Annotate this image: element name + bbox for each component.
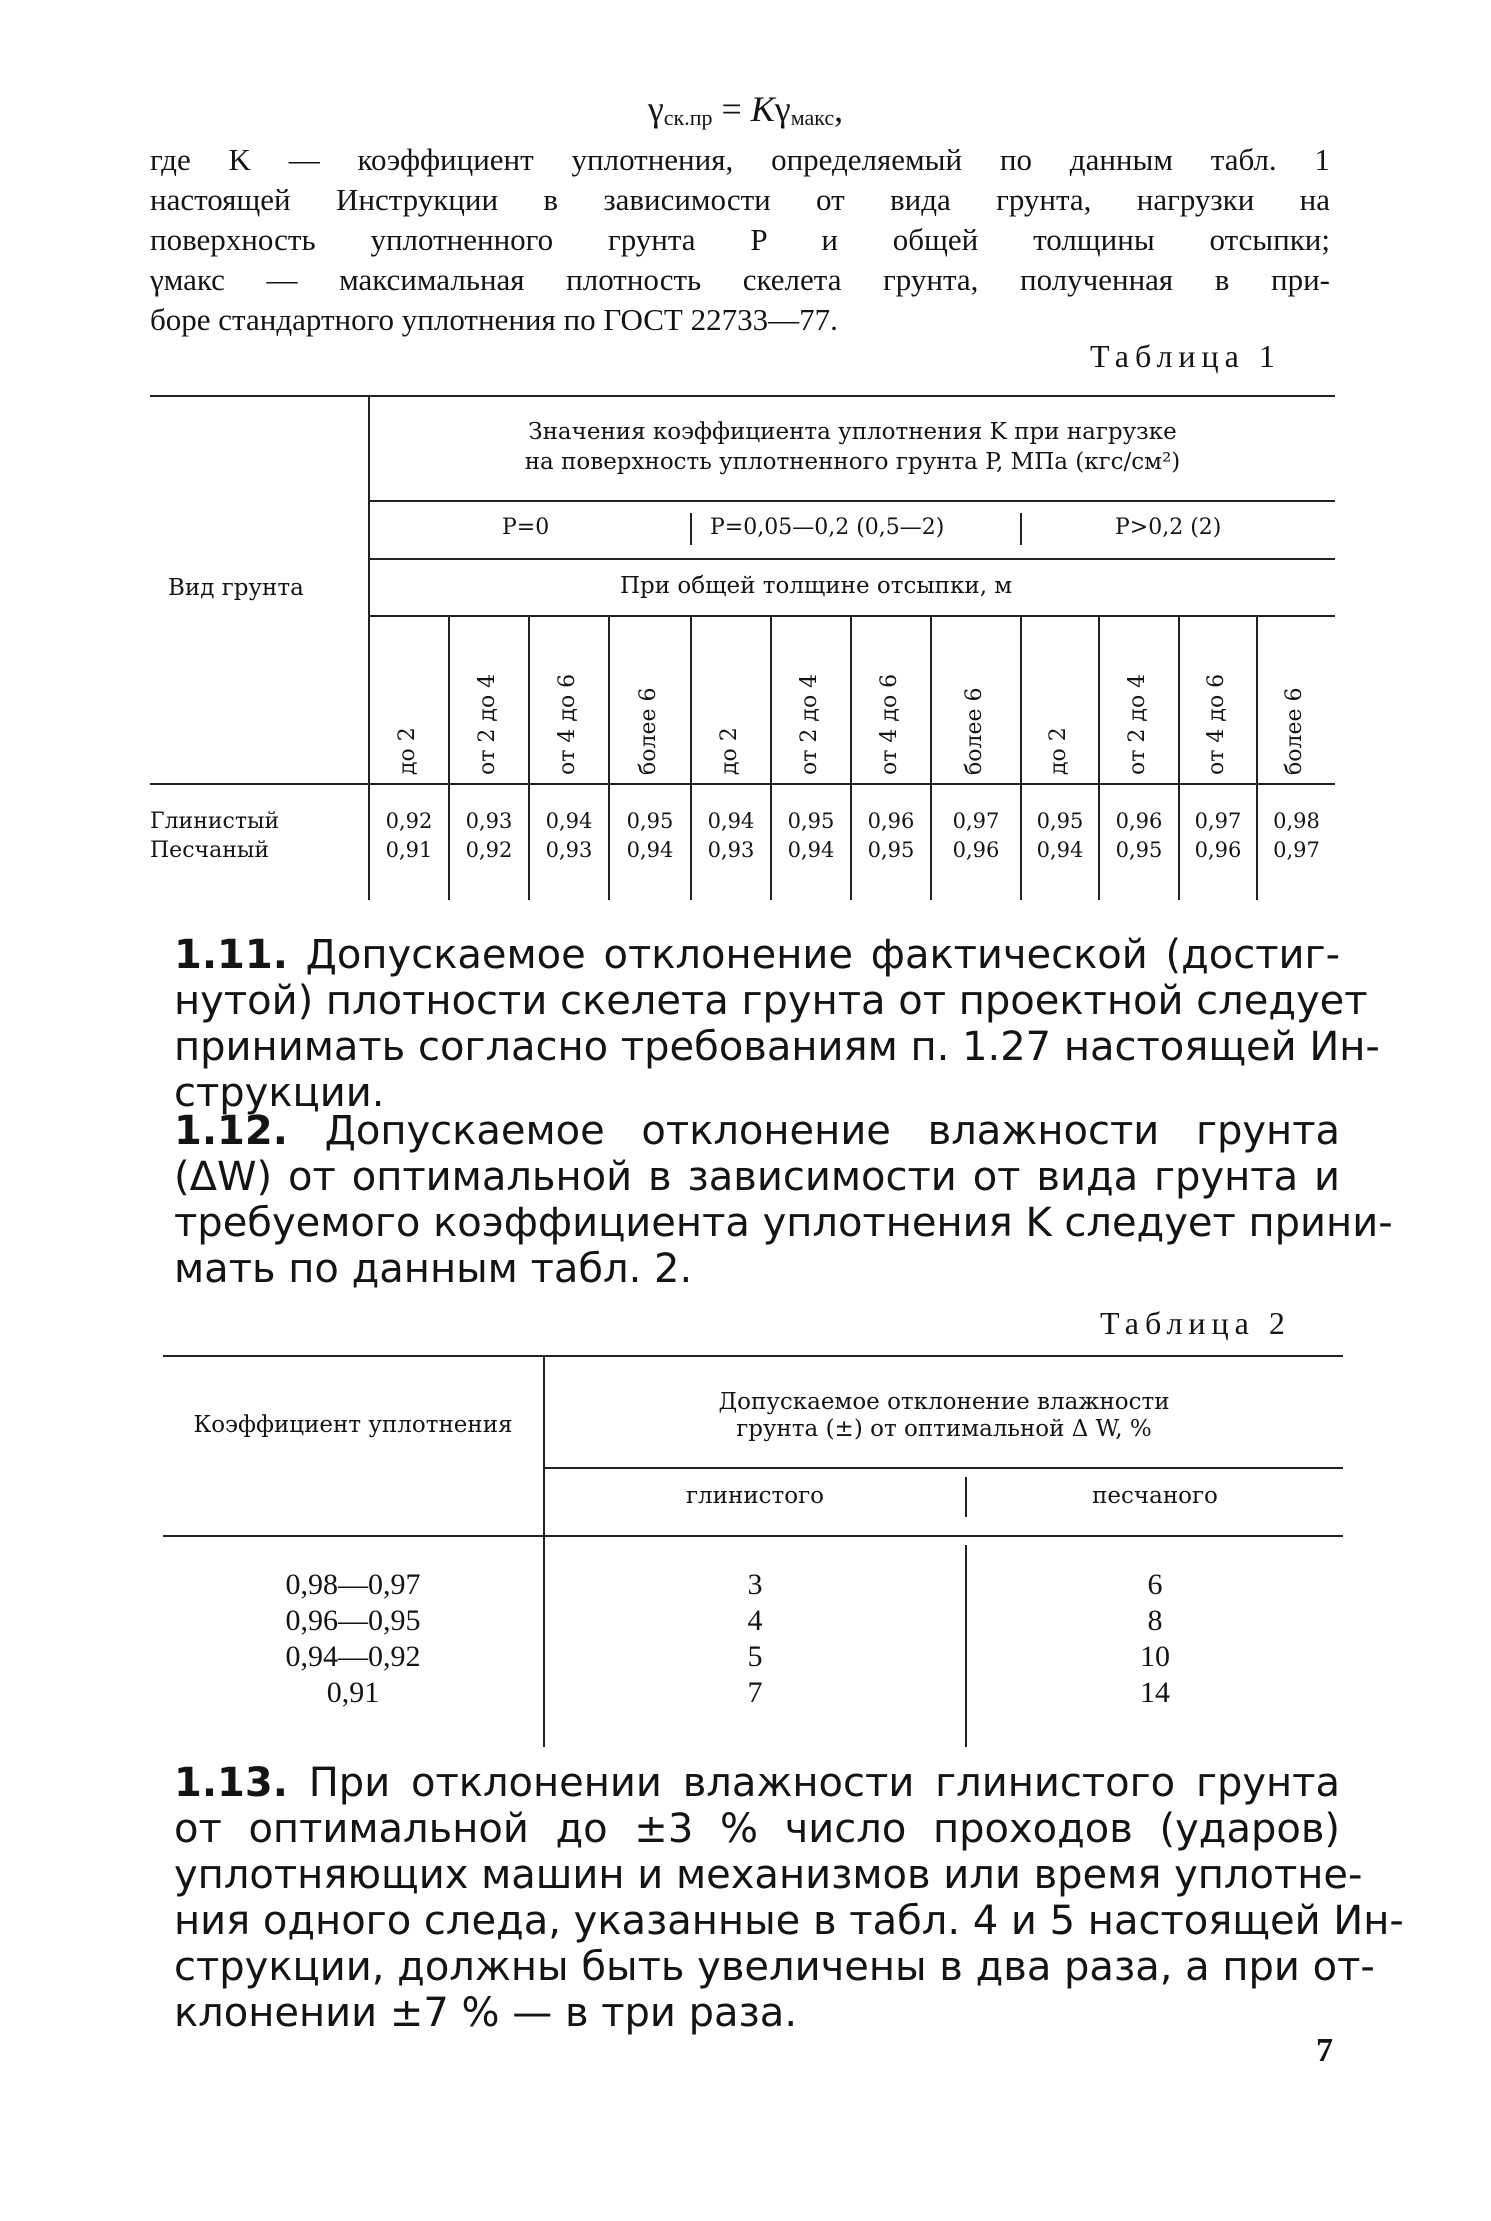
formula-equals: = [712,89,751,129]
paragraph-number: 1.11. [174,932,288,978]
paragraph-number: 1.13. [174,1760,288,1806]
thickness-label: от 2 до 4 [1125,673,1150,775]
table-rule [545,1467,1343,1469]
paragraph-1-12 [174,1108,1393,1292]
main-header-line: Значения коэффициента уплотнения K при нагрузке [528,419,1177,445]
table-rule [690,513,692,545]
table-rule [368,500,1335,502]
formula-comma: , [834,89,844,129]
paragraph-line: ния одного следа, указанные в табл. 4 и 5 настоящей Ин- [174,1898,1404,1944]
sand-column [967,1567,1343,1711]
load-group-header: P=0 [502,515,550,540]
thickness-label: более 6 [636,687,661,775]
coefficient-column [163,1567,543,1711]
table-cell: 14 [1140,1676,1170,1709]
thickness-label: до 2 [717,727,742,775]
table-cell: 0,98—0,97 [285,1568,421,1601]
intro-line: настоящей Инструкции в зависимости от вида грунта, нагрузки на [150,182,1330,217]
table-cell: 0,95 0,94 [626,809,674,862]
coefficient-header: Коэффициент уплотнения [193,1412,513,1438]
deviation-header-line: Допускаемое отклонение влажности [718,1389,1170,1415]
table-cell: 0,93 0,92 [465,809,513,862]
page-number: 7 [1316,2032,1333,2069]
thickness-label: от 4 до 6 [877,673,902,775]
paragraph-line: требуемого коэффициента уплотнения K следует прини- [174,1200,1393,1246]
table-cell: 0,96 0,95 [1115,809,1163,862]
table-cell: 4 [747,1604,763,1637]
load-group-header: P=0,05—0,2 (0,5—2) [710,515,945,540]
table-rule [368,558,1335,560]
table-cell: 0,91 [326,1676,380,1709]
thickness-label: более 6 [962,687,987,775]
thickness-label: более 6 [1282,687,1307,775]
formula-rhs-subscript: макс [790,105,835,130]
paragraph-line: от оптимальной до ±3 % число проходов (ударов) [174,1806,1340,1852]
formula-k: K [750,89,775,129]
table2-caption: Таблица 2 [1100,1305,1291,1341]
table-cell: 0,97 0,96 [1194,809,1242,862]
paragraph-number: 1.12. [174,1108,288,1154]
main-header-line: на поверхность уплотненного грунта P, МПа (кгс/см²) [524,449,1181,475]
thickness-header: При общей толщине отсыпки, м [620,573,1013,599]
thickness-label: от 4 до 6 [1204,673,1229,775]
paragraph-line: струкции. [174,1070,385,1116]
table-cell: 0,96—0,95 [285,1604,421,1637]
table-cell: 7 [747,1676,763,1709]
table-rule [150,395,1335,397]
table-cell: 0,92 0,91 [385,809,433,862]
table-rule [163,1355,1343,1357]
table-cell: 0,94 0,93 [545,809,593,862]
main-header [370,417,1335,477]
table-cell: 0,94—0,92 [285,1640,421,1673]
paragraph-line: (ΔW) от оптимальной в зависимости от вида грунта и [174,1154,1340,1200]
paragraph-1-13 [174,1760,1404,2036]
table-cell: 6 [1147,1568,1163,1601]
table-cell: 0,98 0,97 [1273,809,1320,862]
soil-type-clay: Глинистый [150,809,280,834]
table-cell: 0,94 0,93 [707,809,755,862]
table-cell: 0,95 0,94 [787,809,835,862]
table-rule [1020,513,1022,545]
deviation-header [545,1389,1343,1443]
formula-gamma: γ [647,89,664,129]
paragraph-1-11 [174,932,1380,1116]
formula-lhs-subscript: ск.пр [663,105,713,130]
thickness-label: до 2 [395,727,420,775]
table-cell: 0,96 0,95 [867,809,915,862]
clay-column [545,1567,965,1711]
paragraph-line: клонении ±7 % — в три раза. [174,1990,798,2036]
thickness-label: от 2 до 4 [797,673,822,775]
table-cell: 3 [747,1568,763,1601]
clay-header: глинистого [686,1483,824,1509]
intro-line: боре стандартного уплотнения по ГОСТ 22733—77. [150,302,838,337]
table-cell: 0,95 0,94 [1036,809,1084,862]
table1-caption: Таблица 1 [1090,338,1281,374]
paragraph-line: При отклонении влажности глинистого грунта [308,1760,1340,1806]
intro-line: поверхность уплотненного грунта P и общей толщины отсыпки; [150,222,1330,257]
deviation-header-line: грунта (±) от оптимальной Δ W, % [736,1416,1152,1442]
intro-line: γмакс — максимальная плотность скелета грунта, полученная в при- [150,262,1330,297]
paragraph-line: струкции, должны быть увеличены в два раза, а при от- [174,1944,1375,1990]
table-cell: 10 [1140,1640,1170,1673]
table-cell: 5 [747,1640,763,1673]
table-rule [150,783,1335,785]
paragraph-line: Допускаемое отклонение влажности грунта [324,1108,1341,1154]
row-header: Вид грунта [168,575,304,601]
paragraph-line: Допускаемое отклонение фактической (достиг- [305,932,1341,978]
thickness-label: до 2 [1046,727,1071,775]
load-group-header: P>0,2 (2) [1115,515,1222,540]
table-2 [163,1355,1343,1755]
formula-gamma-max: γ [774,89,791,129]
paragraph-line: уплотняющих машин и механизмов или время уплотне- [174,1852,1363,1898]
table-1 [150,395,1335,900]
intro-line: где K — коэффициент уплотнения, определяемый по данным табл. 1 [150,142,1330,177]
paragraph-line: нутой) плотности скелета грунта от проектной следует [174,978,1368,1024]
table-cell: 0,97 0,96 [952,809,1000,862]
paragraph-line: мать по данным табл. 2. [174,1246,693,1292]
intro-paragraph [150,140,1330,340]
sand-header: песчаного [1092,1483,1218,1509]
table-cell: 8 [1147,1604,1163,1637]
formula [0,88,1491,131]
paragraph-line: принимать согласно требованиям п. 1.27 настоящей Ин- [174,1024,1380,1070]
soil-type-sand: Песчаный [150,838,270,863]
thickness-label: от 2 до 4 [475,673,500,775]
table-rule [163,1535,1343,1537]
thickness-label: от 4 до 6 [555,673,580,775]
